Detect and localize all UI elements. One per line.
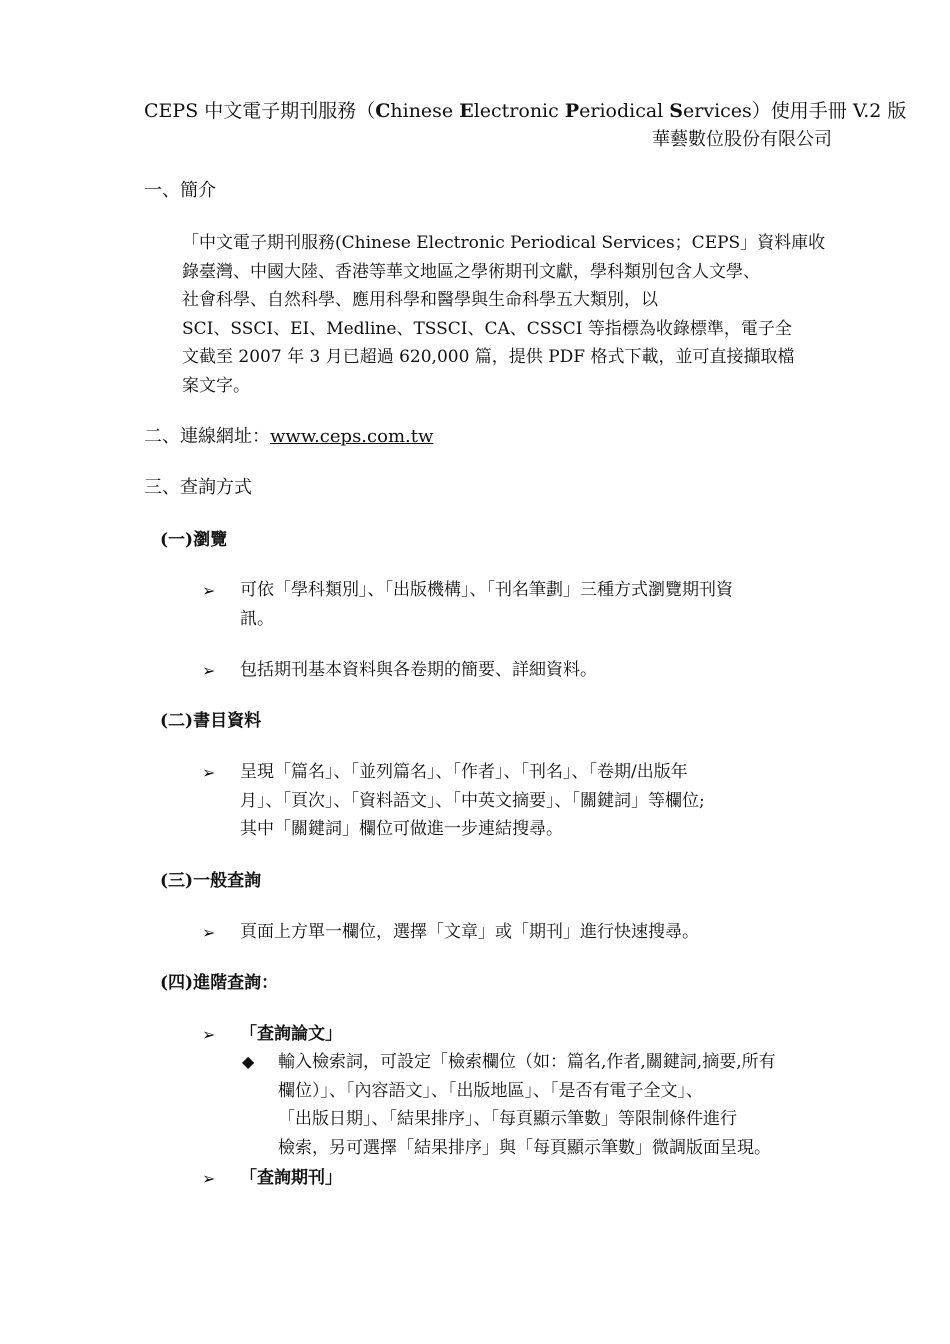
paragraph-line: 「中文電子期刊服務(Chinese Electronic Periodical Services；CEPS」資料庫收 bbox=[182, 233, 826, 253]
arrow-bullet-icon: ➢ bbox=[202, 661, 216, 680]
section-heading-search: 三、查詢方式 bbox=[144, 477, 252, 498]
list-item-line: 檢索，另可選擇「結果排序」與「每頁顯示筆數」微調版面呈現。 bbox=[278, 1137, 771, 1158]
list-item-query-papers: 「查詢論文」 bbox=[240, 1024, 342, 1044]
list-item-line: 輸入檢索詞，可設定「檢索欄位（如：篇名,作者,關鍵詞,摘要,所有 bbox=[278, 1052, 776, 1072]
title-text: hinese bbox=[390, 100, 460, 122]
list-item bbox=[240, 918, 699, 947]
list-item-line: 包括期刊基本資料與各卷期的簡要、詳細資料。 bbox=[240, 660, 597, 680]
paragraph-line: 社會科學、自然科學、應用科學和醫學與生命科學五大類別，以 bbox=[182, 290, 658, 310]
intro-paragraph bbox=[182, 229, 825, 400]
title-text: E bbox=[459, 100, 474, 122]
subheading-browse: (一)瀏覽 bbox=[160, 530, 228, 550]
diamond-bullet-icon: ◆ bbox=[242, 1052, 255, 1071]
section-heading-intro: 一、簡介 bbox=[144, 180, 216, 201]
company-name: 華藝數位股份有限公司 bbox=[652, 129, 832, 150]
list-item-line: 欄位）」、「內容語文」、「出版地區」、「是否有電子全文」、 bbox=[278, 1080, 703, 1101]
list-item-line: 「出版日期」、「結果排序」、「每頁顯示筆數」等限制條件進行 bbox=[278, 1109, 737, 1129]
title-text: lectronic bbox=[473, 100, 565, 122]
subheading-advanced-search: (四)進階查詢： bbox=[160, 973, 279, 993]
title-text: S bbox=[669, 100, 684, 122]
title-text: P bbox=[564, 100, 580, 122]
arrow-bullet-icon: ➢ bbox=[202, 1169, 216, 1188]
list-item bbox=[240, 758, 705, 844]
list-item-line: 月」、「頁次」、「資料語文」、「中英文摘要」、「關鍵詞」等欄位; bbox=[240, 790, 705, 811]
arrow-bullet-icon: ➢ bbox=[202, 581, 216, 600]
list-item-line: 其中「關鍵詞」欄位可做進一步連結搜尋。 bbox=[240, 819, 563, 839]
paragraph-line: SCI、SSCI、EI、Medline、TSSCI、CA、CSSCI 等指標為收錄標準，電子全 bbox=[182, 318, 792, 339]
paragraph-line: 文截至 2007 年 3 月已超過 620,000 篇，提供 PDF 格式下載，並可直接擷取檔 bbox=[182, 347, 795, 367]
subheading-basic-search: (三)一般查詢 bbox=[160, 871, 262, 891]
list-item bbox=[240, 656, 597, 685]
title-text: CEPS 中文電子期刊服務（ bbox=[144, 100, 376, 122]
list-item bbox=[240, 576, 733, 633]
paragraph-line: 錄臺灣、中國大陸、香港等華文地區之學術期刊文獻，學科類別包含人文學、 bbox=[182, 261, 760, 282]
paragraph-line: 案文字。 bbox=[182, 375, 250, 396]
title-text: C bbox=[375, 100, 391, 122]
title-text: ervices）使用手冊 V.2 版 bbox=[683, 100, 907, 122]
list-item-detail bbox=[278, 1048, 776, 1162]
list-item-line: 可依「學科類別」、「出版機構」、「刊名筆劃」三種方式瀏覽期刊資 bbox=[240, 580, 733, 600]
list-item-query-journals: 「查詢期刊」 bbox=[240, 1168, 342, 1188]
list-item-line: 訊。 bbox=[240, 608, 274, 629]
title-text: eriodical bbox=[579, 100, 670, 122]
arrow-bullet-icon: ➢ bbox=[202, 923, 216, 942]
arrow-bullet-icon: ➢ bbox=[202, 763, 216, 782]
list-item-line: 頁面上方單一欄位，選擇「文章」或「期刊」進行快速搜尋。 bbox=[240, 922, 699, 942]
arrow-bullet-icon: ➢ bbox=[202, 1025, 216, 1044]
subheading-bibliographic: (二)書目資料 bbox=[160, 711, 262, 731]
list-item-line: 呈現「篇名」、「並列篇名」、「作者」、「刊名」、「卷期/出版年 bbox=[240, 762, 688, 782]
document-title bbox=[144, 98, 906, 124]
url-label: 二、連線網址： bbox=[144, 426, 270, 447]
section-heading-url bbox=[144, 424, 433, 450]
ceps-url-link[interactable]: www.ceps.com.tw bbox=[270, 426, 434, 447]
